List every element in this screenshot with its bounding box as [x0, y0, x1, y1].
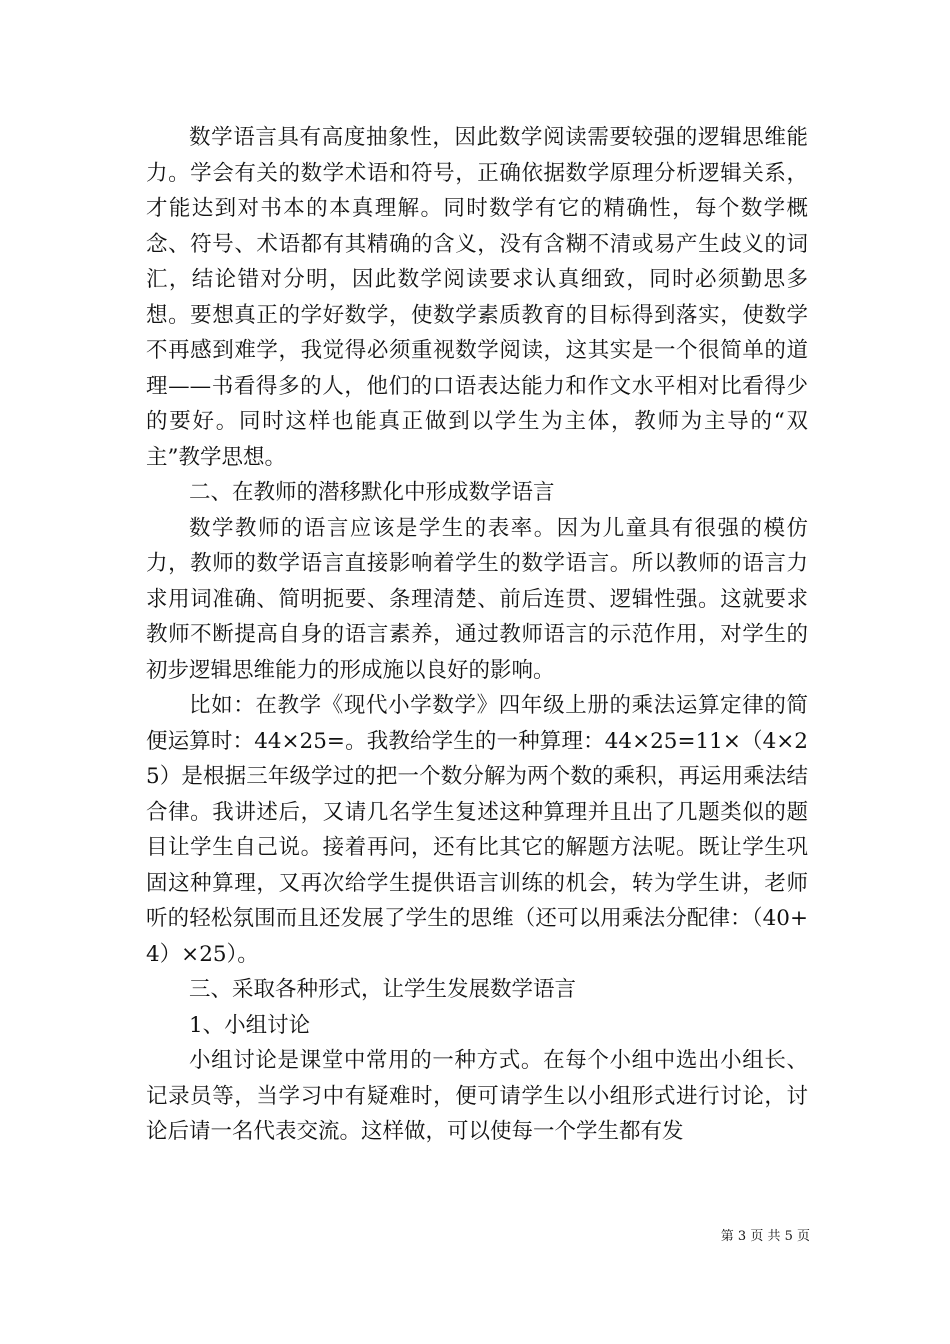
section-heading-three: 三、采取各种形式，让学生发展数学语言	[189, 977, 577, 1002]
paragraph-group-discussion: 小组讨论是课堂中常用的一种方式。在每个小组中选出小组长、记录员等，当学习中有疑难时，便可请学生以小组形式进行讨论，讨论后请一名代表交流。这样做，可以使每一个学生都有发	[146, 1048, 808, 1144]
paragraph-math-reading: 数学语言具有高度抽象性，因此数学阅读需要较强的逻辑思维能力。学会有关的数学术语和符号，正确依据数学原理分析逻辑关系，才能达到对书本的本真理解。同时数学有它的精确性，每个数学概念、符号、术语都有其精确的含义，没有含糊不清或易产生歧义的词汇，结论错对分明，因此数学阅读要求认真细致，同时必须勤思多想。要想真正的学好数学，使数学素质教育的目标得到落实，使数学不再感到难学，我觉得必须重视数学阅读，这其实是一个很简单的道理——书看得多的人，他们的口语表达能力和作文水平相对比看得少的要好。同时这样也能真正做到以学生为主体，教师为主导的“双主”教学思想。	[146, 125, 808, 470]
page-number: 第 3 页 共 5 页	[720, 1229, 810, 1244]
paragraph-example: 比如：在教学《现代小学数学》四年级上册的乘法运算定律的简便运算时：44×25=。我教给学生的一种算理：44×25=11×（4×25）是根据三年级学过的把一个数分解为两个数的乘积，再运用乘法结合律。我讲述后，又请几名学生复述这种算理并且出了几题类似的题目让学生自己说。接着再问，还有比其它的解题方法呢。既让学生巩固这种算理，又再次给学生提供语言训练的机会，转为学生讲，老师听的轻松氛围而且还发展了学生的思维（还可以用乘法分配律：（40+4）×25）。	[146, 693, 808, 967]
subsection-heading-group-discussion: 1、小组讨论	[189, 1012, 311, 1038]
paragraph-teacher-language: 数学教师的语言应该是学生的表率。因为儿童具有很强的模仿力，教师的数学语言直接影响着学生的数学语言。所以教师的语言力求用词准确、简明扼要、条理清楚、前后连贯、逻辑性强。这就要求教师不断提高自身的语言素养，通过教师语言的示范作用，对学生的初步逻辑思维能力的形成施以良好的影响。	[146, 515, 808, 683]
section-heading-two: 二、在教师的潜移默化中形成数学语言	[189, 480, 555, 505]
document-body	[146, 120, 808, 1150]
